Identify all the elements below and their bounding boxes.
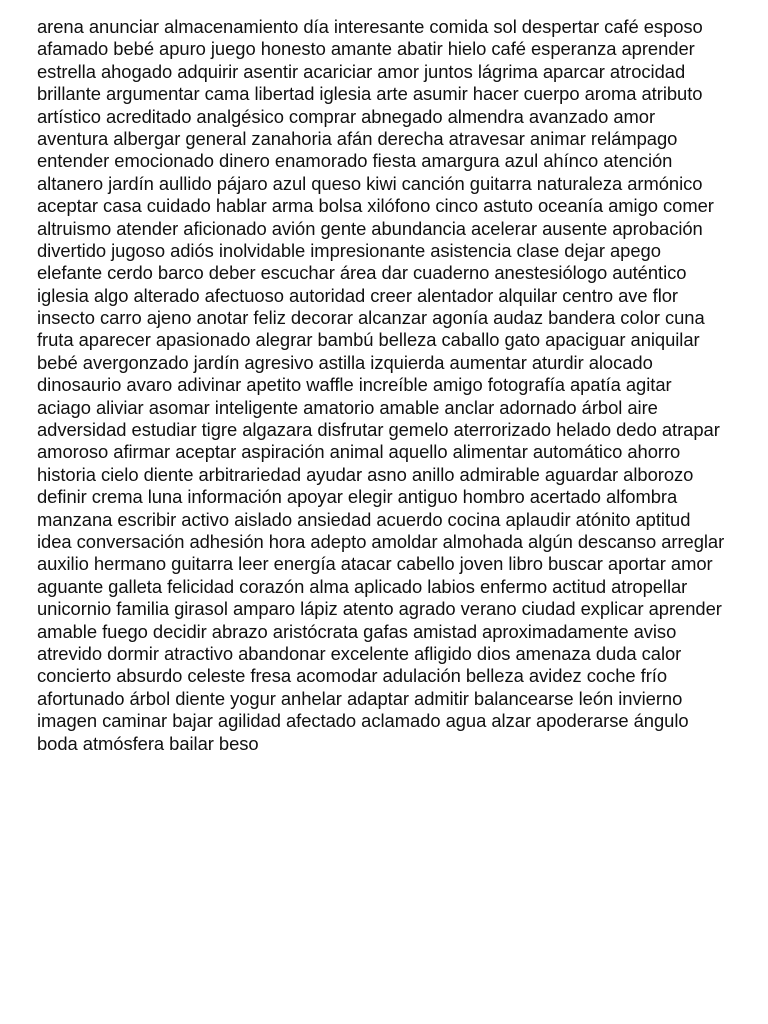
text-line: adversidad estudiar tigre algazara disfrutar gemelo aterrorizado helado dedo atrapar xyxy=(37,419,720,441)
text-line: boda atmósfera bailar beso xyxy=(37,732,259,754)
text-line: elefante cerdo barco deber escuchar área dar cuaderno anestesiólogo auténtico xyxy=(37,262,687,284)
text-line: fruta aparecer apasionado alegrar bambú belleza caballo gato apaciguar aniquilar xyxy=(37,329,700,351)
text-line: aventura albergar general zanahoria afán derecha atravesar animar relámpago xyxy=(37,127,678,149)
text-line: altruismo atender aficionado avión gente abundancia acelerar ausente aprobación xyxy=(37,217,703,239)
text-line: divertido jugoso adiós inolvidable impresionante asistencia clase dejar apego xyxy=(37,239,661,261)
text-line: aciago aliviar asomar inteligente amatorio amable anclar adornado árbol aire xyxy=(37,396,658,418)
text-line: auxilio hermano guitarra leer energía atacar cabello joven libro buscar aportar amor xyxy=(37,553,713,575)
text-line: afamado bebé apuro juego honesto amante abatir hielo café esperanza aprender xyxy=(37,38,695,60)
text-line: imagen caminar bajar agilidad afectado aclamado agua alzar apoderarse ángulo xyxy=(37,710,689,732)
text-line: altanero jardín aullido pájaro azul queso kiwi canción guitarra naturaleza armónico xyxy=(37,172,703,194)
word-list-text xyxy=(37,16,768,755)
text-line: concierto absurdo celeste fresa acomodar adulación belleza avidez coche frío xyxy=(37,665,668,687)
text-line: amable fuego decidir abrazo aristócrata gafas amistad aproximadamente aviso xyxy=(37,620,677,642)
text-line: afortunado árbol diente yogur anhelar adaptar admitir balancearse león invierno xyxy=(37,687,683,709)
text-line: iglesia algo alterado afectuoso autoridad creer alentador alquilar centro ave flor xyxy=(37,284,678,306)
text-line: manzana escribir activo aislado ansiedad acuerdo cocina aplaudir atónito aptitud xyxy=(37,508,691,530)
text-line: bebé avergonzado jardín agresivo astilla izquierda aumentar aturdir alocado xyxy=(37,351,653,373)
text-line: brillante argumentar cama libertad iglesia arte asumir hacer cuerpo aroma atributo xyxy=(37,83,703,105)
text-line: estrella ahogado adquirir asentir acariciar amor juntos lágrima aparcar atrocidad xyxy=(37,60,686,82)
text-line: arena anunciar almacenamiento día interesante comida sol despertar café esposo xyxy=(37,16,703,37)
text-line: idea conversación adhesión hora adepto amoldar almohada algún descanso arreglar xyxy=(37,530,725,552)
text-line: aceptar casa cuidado hablar arma bolsa xilófono cinco astuto oceanía amigo comer xyxy=(37,195,714,217)
text-line: artístico acreditado analgésico comprar abnegado almendra avanzado amor xyxy=(37,105,656,127)
text-line: entender emocionado dinero enamorado fiesta amargura azul ahínco atención xyxy=(37,150,673,172)
text-line: amoroso afirmar aceptar aspiración animal aquello alimentar automático ahorro xyxy=(37,441,681,463)
text-line: unicornio familia girasol amparo lápiz atento agrado verano ciudad explicar aprender xyxy=(37,598,722,620)
text-line: insecto carro ajeno anotar feliz decorar alcanzar agonía audaz bandera color cuna xyxy=(37,307,705,329)
text-line: historia cielo diente arbitrariedad ayudar asno anillo admirable aguardar alborozo xyxy=(37,463,694,485)
text-line: aguante galleta felicidad corazón alma aplicado labios enfermo actitud atropellar xyxy=(37,575,688,597)
text-line: atrevido dormir atractivo abandonar excelente afligido dios amenaza duda calor xyxy=(37,642,682,664)
text-line: dinosaurio avaro adivinar apetito waffle increíble amigo fotografía apatía agitar xyxy=(37,374,672,396)
text-line: definir crema luna información apoyar elegir antiguo hombro acertado alfombra xyxy=(37,486,678,508)
